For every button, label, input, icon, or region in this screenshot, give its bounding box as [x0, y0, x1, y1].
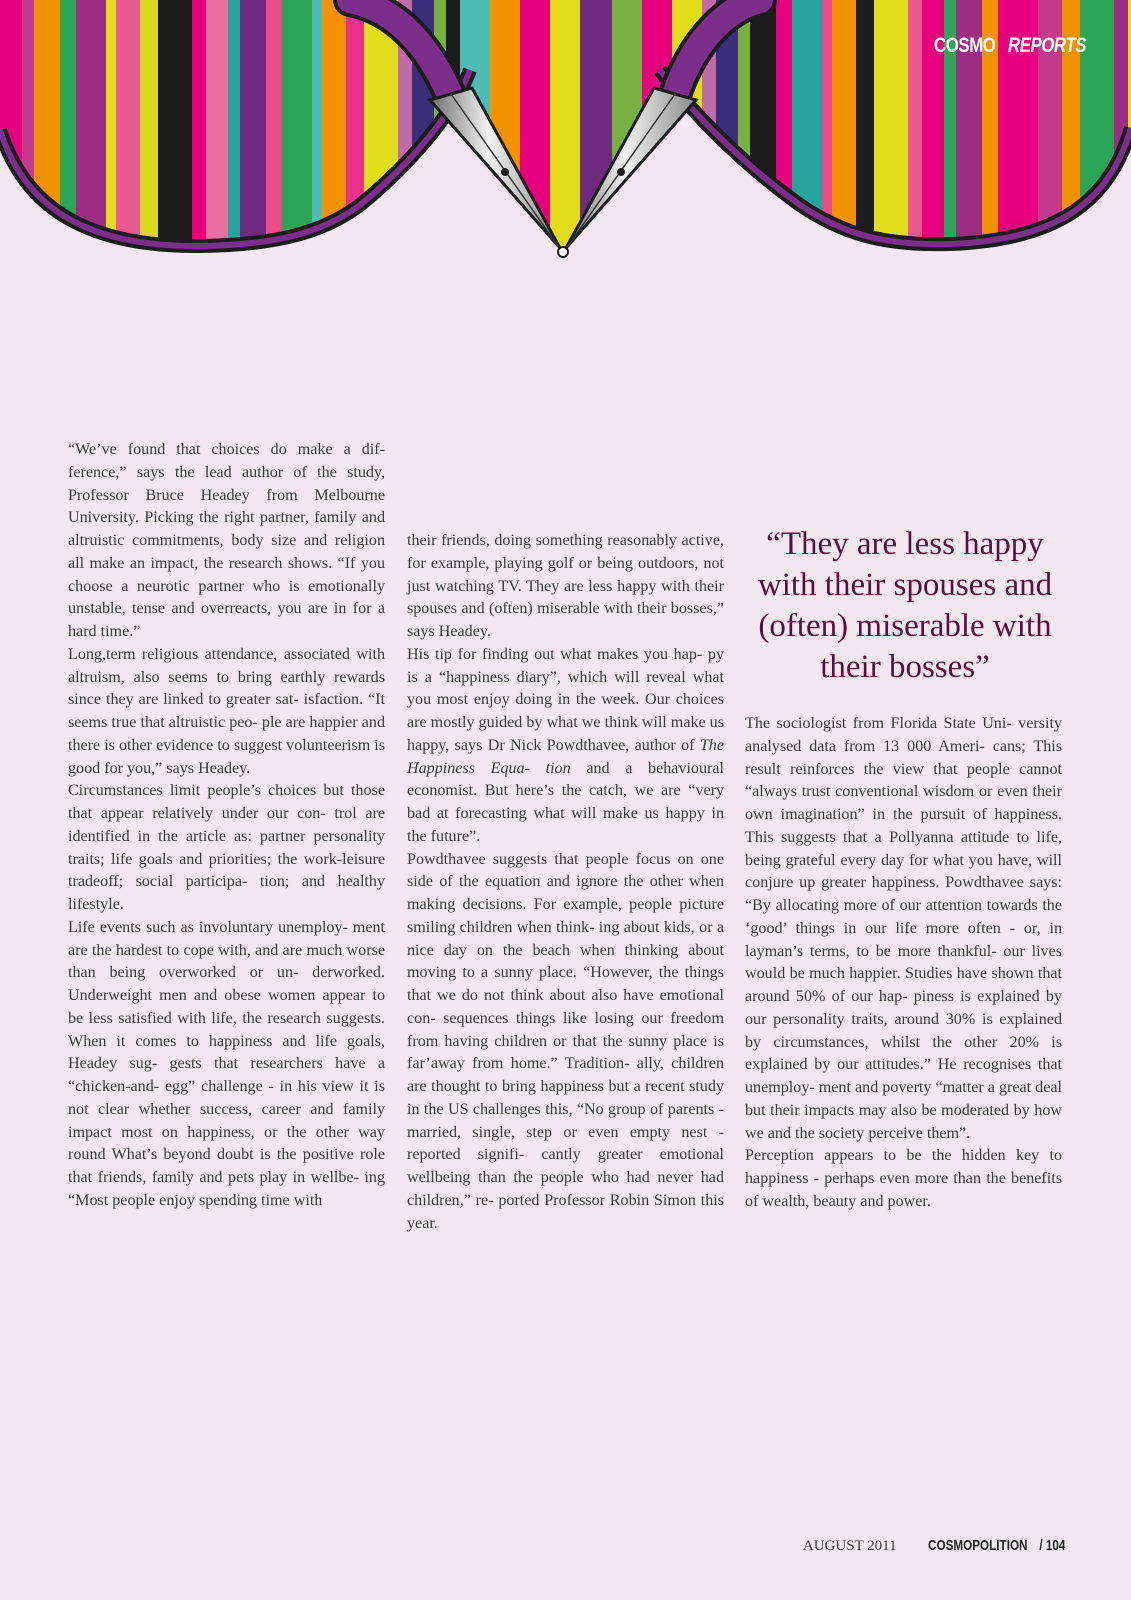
stripe	[240, 0, 267, 262]
stripe	[856, 0, 875, 262]
stripe	[192, 0, 207, 262]
paragraph: Life events such as involuntary unemploy- ment are the hardest to cope with, and are much worse than being overworked or un- derworked. Underweight men and obese women appear to be less satisfied with life, the research suggests. When it comes to happiness and life goals, Headey sug- gests that researchers have a “chicken-and- egg” challenge - in his view it is not clear whether success, career and family impact most on happiness, or the other way round What’s beyond doubt is the positive role that friends, family and pets play in wellbe- ing “Most people enjoy spending time with	[68, 918, 385, 1209]
article-column-1	[68, 439, 385, 1213]
paragraph: Long,term religious attendance, associated with altruism, also seems to bring earthly rewards since they are linked to greater sat- isfaction. “It seems true that altruistic peo- ple are happier and there is other evidence to suggest volunteerism is good for you,” says Headey.	[68, 645, 385, 777]
stripe	[282, 0, 313, 262]
stripe	[22, 0, 35, 262]
paragraph-text: His tip for finding out what makes you hap- py is a “happiness diary”, which will reveal what you most enjoy doing in the week. Our choices are mostly guided by what we think will make us happy, says Dr Nick Powdthavee, author of	[407, 645, 724, 754]
paragraph: Circumstances limit people’s choices but those that appear relatively under our con- trol are identified in the article as: partner personality traits; life goals and priorities; the work-leisure tradeoff; social participa- tion; and healthy lifestyle.	[68, 782, 385, 913]
stripe	[738, 0, 751, 262]
paragraph	[407, 644, 724, 849]
paragraph: Perception appears to be the hidden key to happiness - perhaps even more than the benefits of wealth, beauty and power.	[745, 1147, 1062, 1210]
paragraph: “We’ve found that choices do make a dif- ference,” says the lead author of the study, Professor Bruce Headey from Melbourne University. Picking the right partner, family and altruistic commitments, body size and religion all make an impact, the research shows. “If you choose a neurotic partner who is emotionally unstable, tense and overreacts, you are in for a hard time.”	[68, 441, 385, 640]
stripe	[116, 0, 141, 262]
section-tag	[934, 34, 1106, 58]
magazine-name: COSMOPOLITION	[928, 1537, 1028, 1554]
stripe	[106, 0, 117, 262]
paragraph: Powdthavee suggests that people focus on one side of the equation and ignore the other when making decisions. For example, people picture smiling children when think- ing about kids, or a nice day on the beach when thinking about moving to a sunny place. “However, the things that we do not think about also have emotional con- sequences things like losing our freedom from having children or that the sunny place is far’away from home.” Tradition- ally, children are thought to bring happiness but a recent study in the US challenges this, “No group of parents - married, single, step or even empty nest - reported signifi- cantly greater emotional wellbeing than the people who had never had children,” re- ported Professor Robin Simon this year.	[407, 850, 724, 1232]
paragraph: The sociologist from Florida State Uni- versity analysed data from 13 000 Ameri- cans; This result reinforces the view that people cannot “always trust conventional wisdom or even their own imagination” in the pursuit of happiness. This suggests that a Pollyanna attitude to life, being grateful every day for what you have, will conjure up greater happiness. Powdthavee says: “By allocating more of our attention towards the ‘good’ things in our life more often - or, in layman’s terms, to be more thankful- our lives would be much happier. Studies have shown that around 50% of our hap- piness is explained by our personality traits, around 30% is explained by circumstances, whilst the other 20% is explained by our attitudes.” He recognises that unemploy- ment and poverty “matter a great deal but their impacts may also be moderated by how we and the society perceive them”.	[745, 715, 1062, 1142]
page-footer	[803, 1537, 1065, 1555]
stripe	[266, 0, 283, 262]
book-title: The Happiness Equa- tion	[407, 736, 724, 777]
page-number: / 104	[1038, 1537, 1065, 1554]
article-column-3	[745, 713, 1062, 1214]
stripe	[158, 0, 193, 262]
stripe	[206, 0, 229, 262]
issue-date: AUGUST 2011	[802, 1538, 897, 1554]
stripe	[874, 0, 909, 262]
stripe	[750, 0, 777, 262]
stripe	[776, 0, 793, 262]
article-column-2	[407, 530, 724, 1235]
stripe	[34, 0, 61, 262]
stripe	[908, 0, 923, 262]
section-tag-reports: REPORTS	[1008, 34, 1087, 57]
stripe	[346, 0, 365, 262]
stripe	[228, 0, 241, 262]
stripe	[140, 0, 159, 262]
paragraph-text: and a behavioural economist. But here’s the catch, we are “very bad at forecasting what will make us happy in the future”.	[407, 759, 724, 845]
stripe	[550, 0, 581, 262]
paragraph: their friends, doing something reasonably active, for example, playing golf or being outdoors, not just watching TV. They are less happy with their spouses and (often) miserable with their bosses,” says Headey.	[407, 532, 724, 640]
pull-quote: “They are less happy with their spouses and (often) miserable with their bosses”	[757, 526, 1053, 685]
section-tag-cosmo: COSMO	[934, 34, 996, 57]
